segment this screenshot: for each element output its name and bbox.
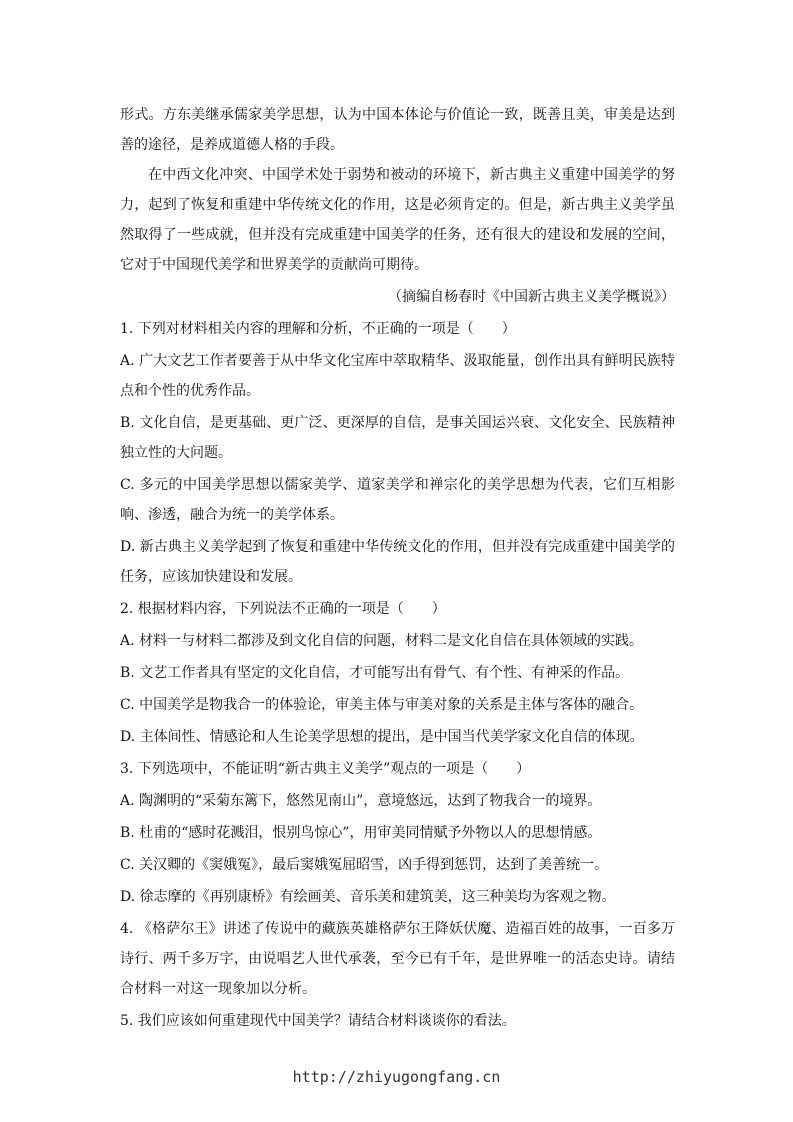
question-option: B. 文化自信，是更基础、更广泛、更深厚的自信，是事关国运兴衰、文化安全、民族精神独立性的大问题。	[120, 415, 675, 461]
question-option: A. 陶渊明的“采菊东篱下，悠然见南山”，意境悠远，达到了物我合一的境界。	[120, 793, 602, 809]
question-option: C. 多元的中国美学思想以儒家美学、道家美学和禅宗化的美学思想为代表，它们互相影响、渗透，融合为统一的美学体系。	[120, 477, 675, 523]
footer-url: http://zhiyugongfang.cn	[292, 1068, 501, 1086]
question-5	[120, 1006, 675, 1036]
question-stem: 3. 下列选项中，不能证明“新古典主义美学”观点的一项是（ ）	[120, 761, 531, 777]
question-option: C. 中国美学是物我合一的体验论，审美主体与审美对象的关系是主体与客体的融合。	[120, 697, 644, 713]
passage-paragraph-1: 形式。方东美继承儒家美学思想，认为中国本体论与价值论一致，既善且美，审美是达到善的途径，是养成道德人格的手段。	[120, 107, 675, 153]
question-option: B. 文艺工作者具有坚定的文化自信，才可能写出有骨气、有个性、有神采的作品。	[120, 665, 630, 681]
question-4	[120, 914, 675, 1004]
question-option: D. 新古典主义美学起到了恢复和重建中华传统文化的作用，但并没有完成重建中国美学的任务，应该加快建设和发展。	[120, 539, 675, 585]
document-body	[120, 100, 675, 1036]
passage-paragraph-2: 在中西文化冲突、中国学术处于弱势和被动的环境下，新古典主义重建中国美学的努力，起到了恢复和重建中华传统文化的作用，这是必须肯定的。但是，新古典主义美学虽然取得了一些成就，但并没有完成重建中国美学的任务，还有很大的建设和发展的空间，它对于中国现代美学和世界美学的贡献尚可期待。	[120, 167, 675, 273]
question-option: A. 广大文艺工作者要善于从中华文化宝库中萃取精华、汲取能量，创作出具有鲜明民族特点和个性的优秀作品。	[120, 353, 675, 399]
question-option: D. 徐志摩的《再别康桥》有绘画美、音乐美和建筑美，这三种美均为客观之物。	[120, 889, 616, 905]
question-stem: 1. 下列对材料相关内容的理解和分析，不正确的一项是（ ）	[120, 321, 516, 337]
question-option: A. 材料一与材料二都涉及到文化自信的问题，材料二是文化自信在具体领域的实践。	[120, 633, 644, 649]
question-option: B. 杜甫的“感时花溅泪，恨别鸟惊心”，用审美同情赋予外物以人的思想情感。	[120, 825, 602, 841]
question-option: C. 关汉卿的《窦娥冤》，最后窦娥冤屈昭雪，凶手得到惩罚，达到了美善统一。	[120, 857, 609, 873]
question-stem: 4. 《格萨尔王》讲述了传说中的藏族英雄格萨尔王降妖伏魔、造福百姓的故事，一百多万诗行、两千多万字，由说唱艺人世代承袭，至今已有千年，是世界唯一的活态史诗。请结合材料一对这一现象加以分析。	[120, 921, 675, 997]
question-3	[120, 754, 675, 912]
question-1	[120, 314, 675, 592]
passage-source: （摘编自杨春时《中国新古典主义美学概说》）	[388, 289, 675, 305]
question-stem: 2. 根据材料内容，下列说法不正确的一项是（ ）	[120, 601, 446, 617]
question-option: D. 主体间性、情感论和人生论美学思想的提出，是中国当代美学家文化自信的体现。	[120, 729, 644, 745]
question-2	[120, 594, 675, 752]
question-stem: 5. 我们应该如何重建现代中国美学？请结合材料谈谈你的看法。	[120, 1013, 516, 1029]
